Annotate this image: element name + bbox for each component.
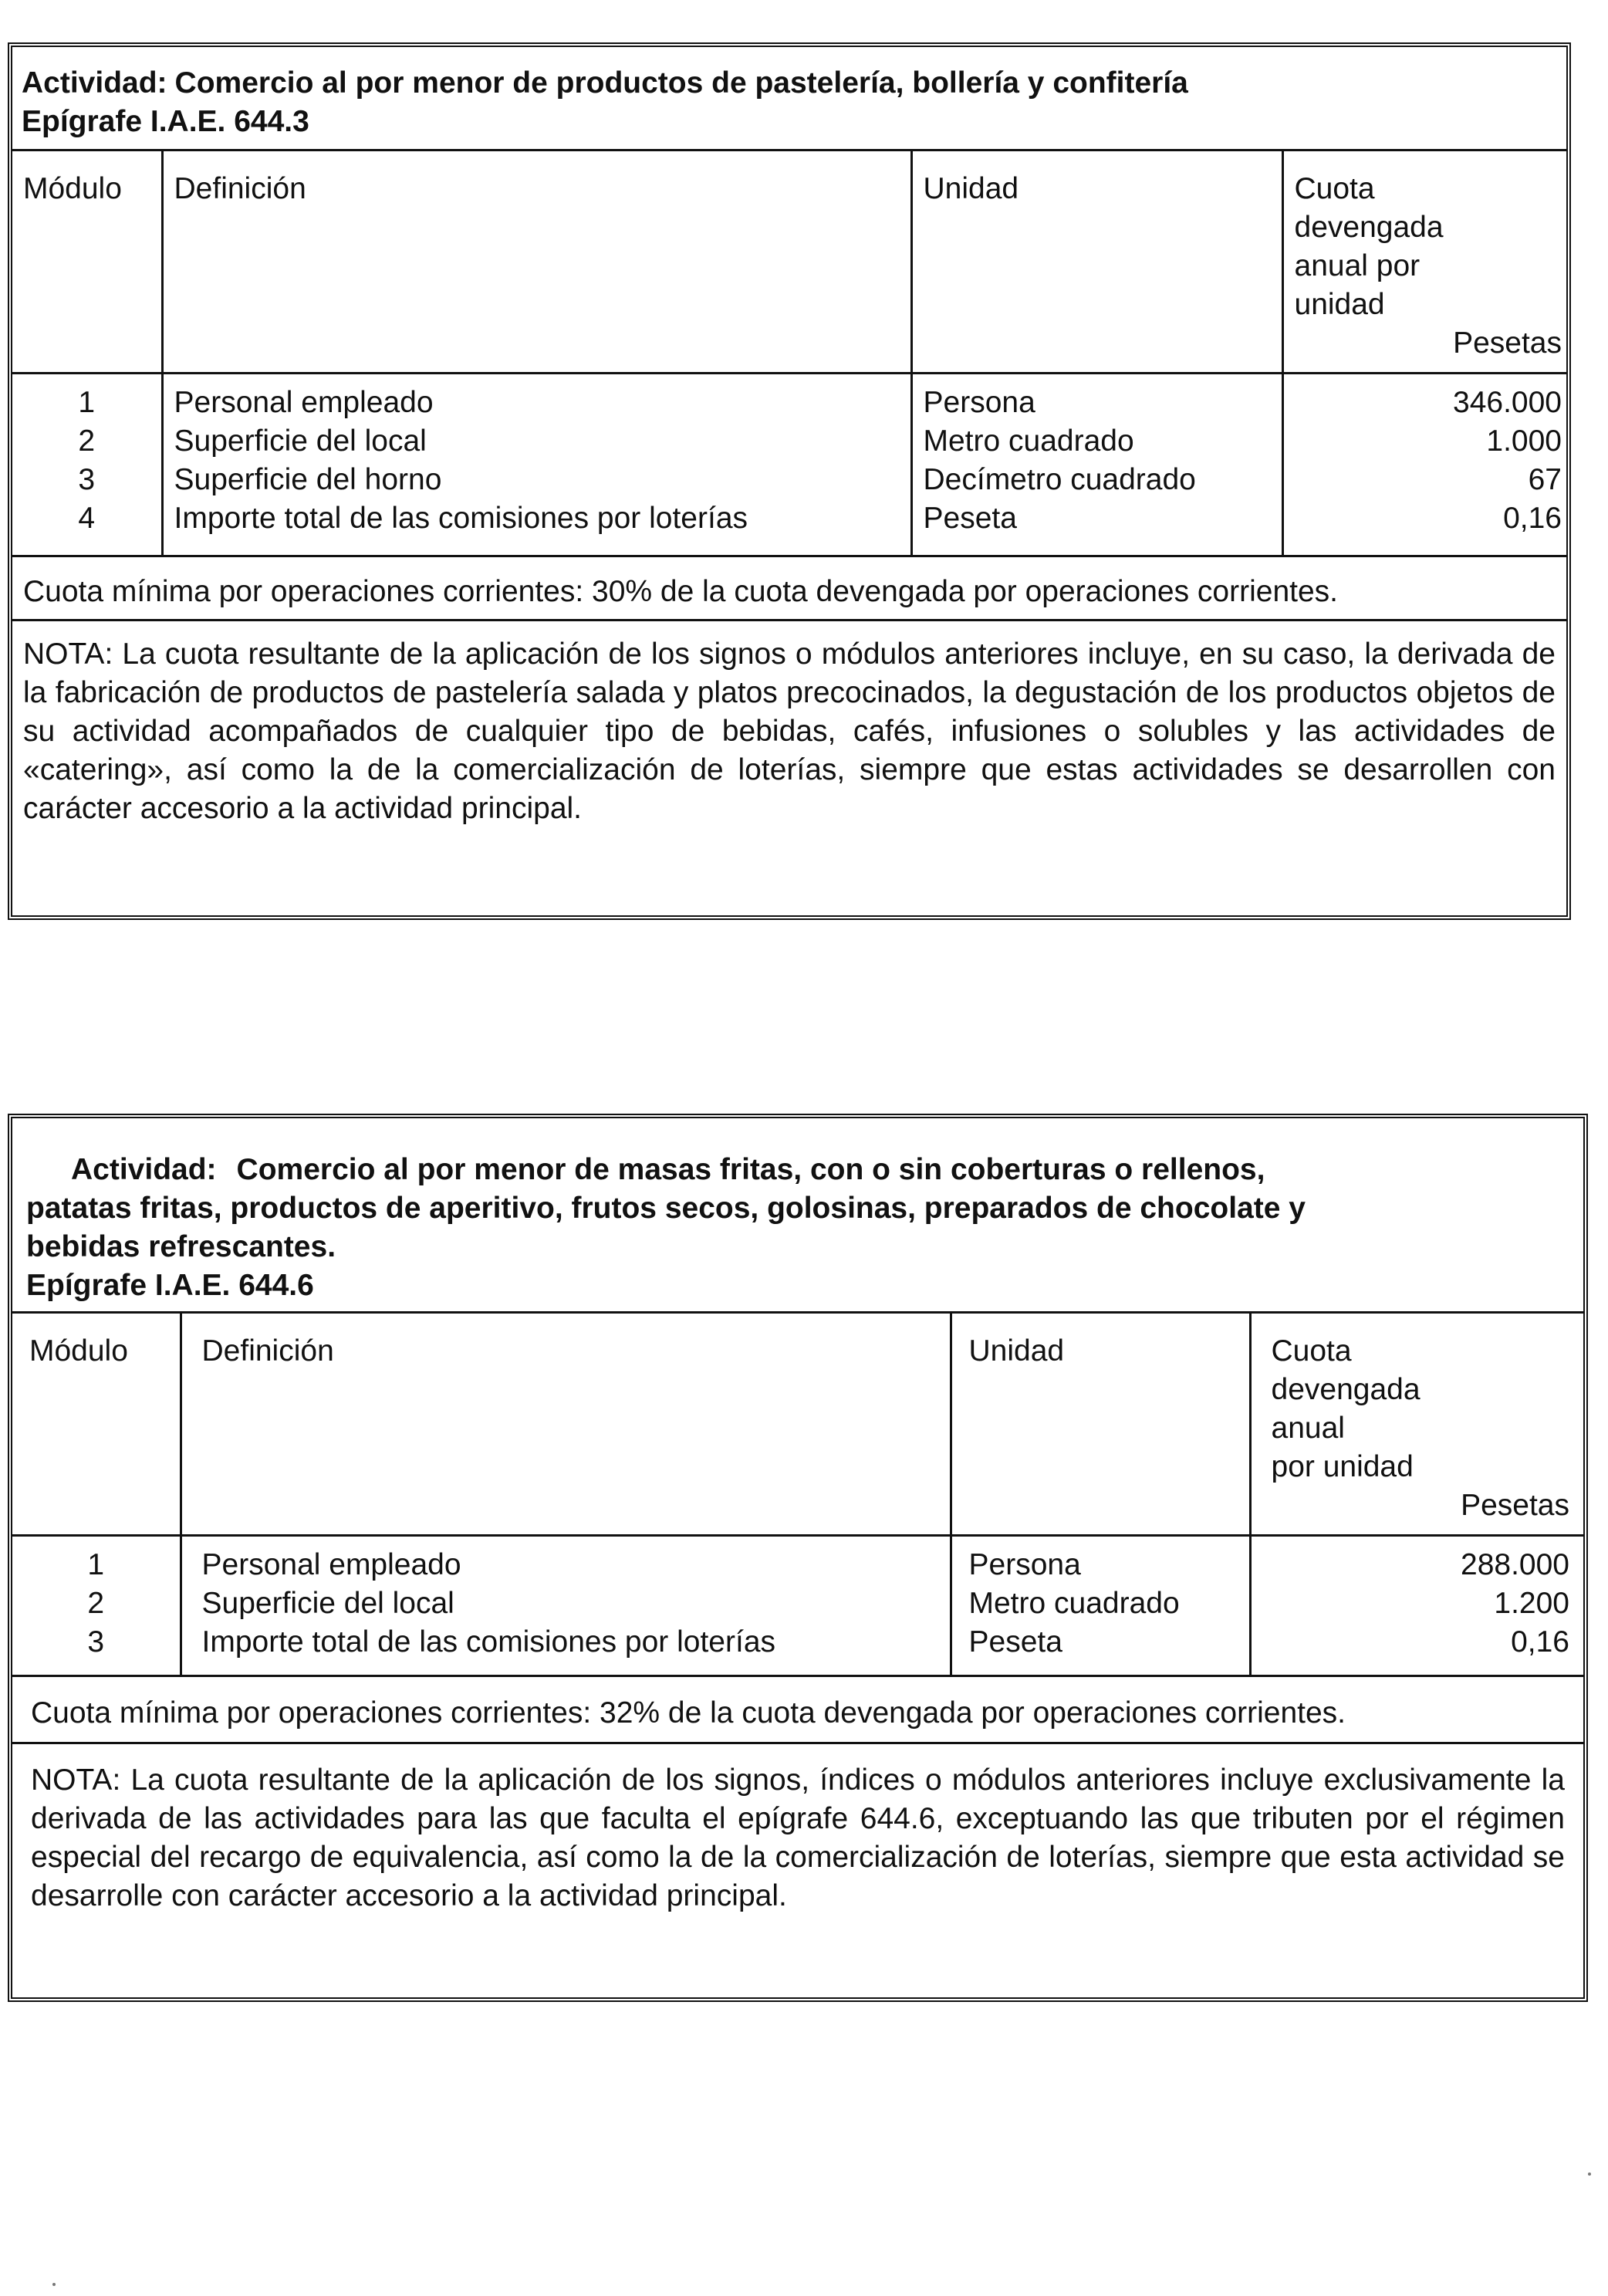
table-row-definicion: Superficie del local [174,424,427,458]
scan-speck [52,2283,56,2286]
table-row-cuota: 1.000 [1486,424,1562,458]
table-row-definicion: Personal empleado [174,385,434,419]
table-row-modulo: 4 [78,501,96,535]
table-row-unidad: Metro cuadrado [923,424,1134,458]
module-table-644-3 [8,42,1571,920]
cuota-minima: Cuota mínima por operaciones corrientes: 32% de la cuota devengada por operaciones corrientes. [12,1677,1583,1744]
column-cuota [1282,373,1566,556]
table-row-modulo: 2 [87,1586,105,1620]
nota-text: NOTA: La cuota resultante de la aplicación de los signos, índices o módulos anteriores incluye exclusivamente la derivada de las actividades para las que faculta el epígrafe 644.6, exceptuando las que tributen por el régimen especial del recargo de equivalencia, así como la de la comercialización de loterías, siempre que esta actividad se desarrolle con carácter accesorio a la actividad principal. [31,1763,1565,1912]
header-definicion: Definición [181,1314,951,1535]
column-modulo [12,1535,181,1676]
table-row-unidad: Decímetro cuadrado [923,462,1196,496]
cuota-minima: Cuota mínima por operaciones corrientes: 30% de la cuota devengada por operaciones corrientes. [12,557,1566,621]
table-row-unidad: Persona [968,1547,1081,1581]
header-cuota: Cuota devengada anual por unidad Pesetas [1282,151,1566,373]
table-row-unidad: Persona [923,385,1035,419]
table-row-definicion: Personal empleado [201,1547,461,1581]
column-unidad [951,1535,1250,1676]
header-cuota: Cuota devengada anual por unidad Pesetas [1250,1314,1583,1535]
activity-title-line3: bebidas refrescantes. [26,1230,336,1263]
module-table-644-6 [8,1114,1588,2002]
column-definicion [162,373,911,556]
column-unidad [911,373,1282,556]
activity-title: Actividad: Comercio al por menor de productos de pastelería, bollería y confitería [22,66,1188,100]
table-row-unidad: Metro cuadrado [968,1586,1180,1620]
table-row-cuota: 288.000 [1461,1547,1569,1581]
header-definicion: Definición [162,151,911,373]
table-row-modulo: 3 [78,462,96,496]
header-modulo: Módulo [12,151,162,373]
nota-text: NOTA: La cuota resultante de la aplicación de los signos o módulos anteriores incluye, en su caso, la derivada de la fabricación de productos de pastelería salada y platos precocinados, la degustación de los productos objetos de su actividad acompañados de cualquier tipo de bebidas, cafés, infusiones o solubles y las actividades de «catering», así como la de la comercialización de loterías, siempre que estas actividades se desarrollen con carácter accesorio a la actividad principal. [23,637,1556,825]
table-row-cuota: 1.200 [1494,1586,1569,1620]
table-row-cuota: 67 [1528,462,1562,496]
table-row-modulo: 1 [78,385,96,419]
activity-header [12,1118,1583,1314]
table-row-definicion: Superficie del local [201,1586,454,1620]
header-unidad: Unidad [911,151,1282,373]
table-row-unidad: Peseta [968,1625,1062,1659]
table-row-cuota: 0,16 [1511,1625,1569,1659]
header-unidad: Unidad [951,1314,1250,1535]
modules-grid [12,151,1566,557]
table-row-modulo: 2 [78,424,96,458]
epigrafe-label: Epígrafe I.A.E. 644.6 [26,1269,314,1302]
column-definicion [181,1535,951,1676]
currency-label: Pesetas [1461,1489,1569,1522]
table-row-cuota: 346.000 [1453,385,1562,419]
column-cuota [1250,1535,1583,1676]
table-row-cuota: 0,16 [1503,501,1562,535]
epigrafe-label: Epígrafe I.A.E. 644.3 [22,105,309,138]
table-row-modulo: 1 [87,1547,105,1581]
header-modulo: Módulo [12,1314,181,1535]
column-modulo [12,373,162,556]
table-row-unidad: Peseta [923,501,1017,535]
currency-label: Pesetas [1453,326,1562,360]
scan-speck [1588,2173,1591,2176]
activity-header [12,47,1566,151]
activity-title: Actividad: Comercio al por menor de masas fritas, con o sin coberturas o rellenos, [71,1153,1265,1186]
table-row-definicion: Importe total de las comisiones por loterías [201,1625,776,1659]
table-row-modulo: 3 [87,1625,105,1659]
table-row-definicion: Superficie del horno [174,462,442,496]
modules-grid [12,1314,1583,1677]
table-row-definicion: Importe total de las comisiones por loterías [174,501,748,535]
activity-title-line2: patatas fritas, productos de aperitivo, frutos secos, golosinas, preparados de chocolate y [26,1192,1306,1225]
